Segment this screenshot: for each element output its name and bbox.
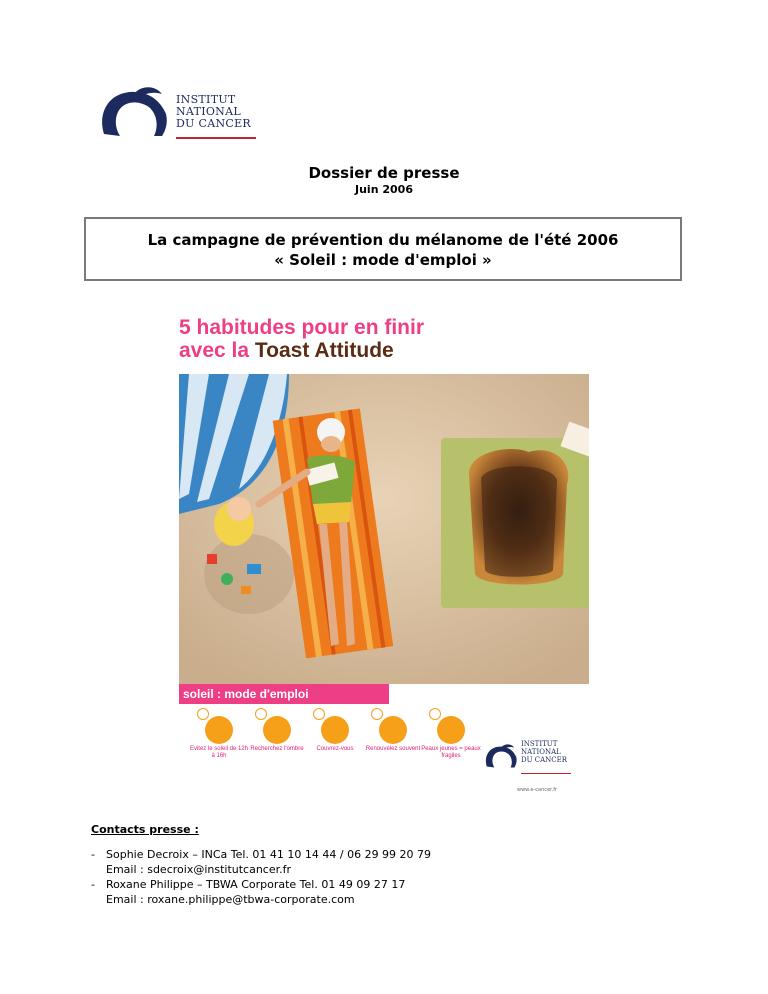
poster-logo-underline (521, 773, 571, 774)
campaign-box (84, 217, 682, 281)
toast-attitude-text: Toast Attitude (254, 339, 394, 362)
contact-email: Email : roxane.philippe@tbwa-corporate.com (106, 893, 355, 906)
campaign-poster (179, 316, 589, 796)
poster-headline: 5 habitudes pour en finir avec la Toast Attitude (179, 316, 425, 362)
tip-item: Recherchez l'ombre (247, 708, 307, 753)
tip-item: Peaux jeunes = peaux fragiles (421, 708, 481, 760)
beach-photo (179, 374, 589, 684)
institut-logo (96, 86, 256, 146)
logo-underline (176, 137, 256, 139)
umbrella-icon (263, 716, 291, 744)
campaign-title: La campagne de prévention du mélanome de l'été 2006 (147, 231, 619, 249)
list-item: - Sophie Decroix – INCa Tel. 01 41 10 14 44 / 06 29 99 20 79 Email : sdecroix@institutcancer.fr (91, 847, 431, 877)
contacts-list (91, 847, 431, 907)
contact-email: Email : sdecroix@institutcancer.fr (106, 863, 292, 876)
child-icon (437, 716, 465, 744)
poster-url: www.e-cancer.fr (517, 787, 558, 793)
poster-banner: soleil : mode d'emploi (179, 684, 389, 704)
poster-logo-text: INSTITUT NATIONAL DU CANCER (521, 740, 568, 764)
logo-emblem-icon (483, 738, 521, 778)
tips-row (189, 708, 489, 768)
poster-logo (483, 738, 583, 782)
logo-emblem-icon (96, 86, 176, 146)
sunscreen-icon (379, 716, 407, 744)
contacts-heading: Contacts presse : (91, 823, 199, 836)
tip-item: Evitez le soleil de 12h à 16h (189, 708, 249, 760)
logo-text: INSTITUT NATIONAL DU CANCER (176, 93, 252, 130)
tip-item: Couvrez-vous (305, 708, 365, 753)
campaign-subtitle: « Soleil : mode d'emploi » (274, 251, 492, 269)
hat-icon (321, 716, 349, 744)
page-date: Juin 2006 (355, 183, 413, 196)
clock-sun-icon (205, 716, 233, 744)
press-contacts (91, 822, 431, 907)
list-item: - Roxane Philippe – TBWA Corporate Tel. 01 49 09 27 17 Email : roxane.philippe@tbwa-corporate.com (91, 877, 431, 907)
tip-item: Renouvelez souvent (363, 708, 423, 753)
page-title: Dossier de presse (308, 164, 460, 182)
